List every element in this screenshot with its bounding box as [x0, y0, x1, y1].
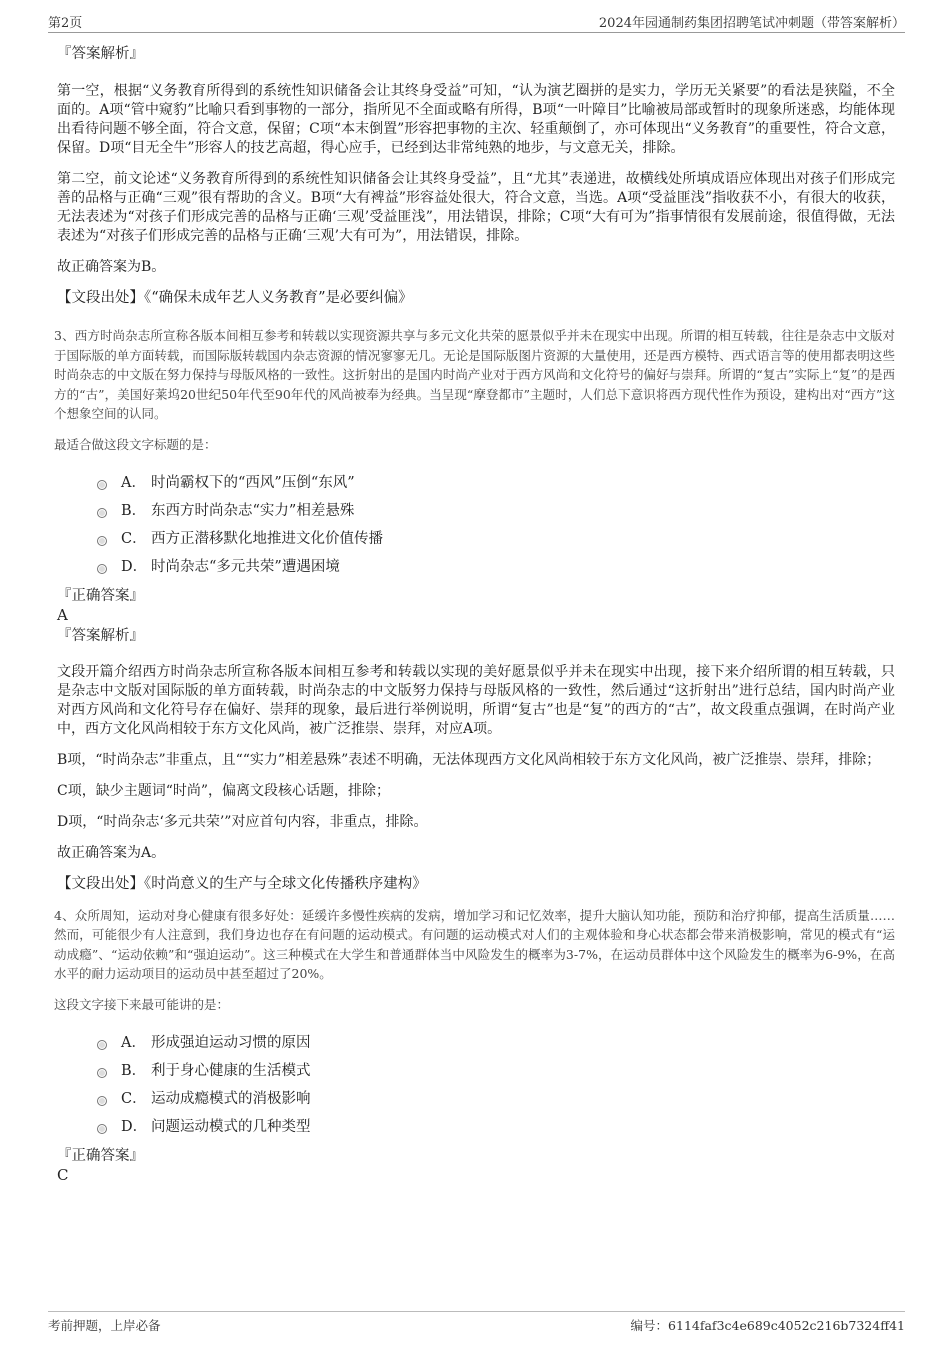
radio-icon[interactable]: [97, 480, 107, 490]
radio-icon[interactable]: [97, 1040, 107, 1050]
analysis-paragraph: 文段开篇介绍西方时尚杂志所宣称各版本间相互参考和转载以实现的美好愿景似乎并未在现实中出现，接下来介绍所谓的相互转载，只是杂志中文版对国际版的单方面转载，时尚杂志的中文版努力保持与母版风格的一致性，然后通过“这折射出”进行总结，国内时尚产业对西方风尚和文化符号存在偏好、崇拜的现象，最后进行举例说明，所谓“复古”也是“复”的西方的“古”，故文段重点强调，在时尚产业中，西方文化风尚相较于东方文化风尚，被广泛推崇、崇拜，对应A项。: [57, 663, 895, 737]
radio-icon[interactable]: [97, 1068, 107, 1078]
page-header: [48, 10, 905, 33]
page-number: 第2页: [48, 16, 83, 31]
page-footer: [48, 1311, 905, 1333]
question-4-options: [97, 1033, 895, 1145]
option-b[interactable]: B． 利于身心健康的生活模式: [97, 1061, 895, 1089]
analysis-paragraph: C项，缺少主题词“时尚”，偏离文段核心话题，排除；: [57, 782, 391, 799]
question-3-text: 3、西方时尚杂志所宣称各版本间相互参考和转载以实现资源共享与多元文化共荣的愿景似乎并未在现实中出现。所谓的相互转载，往往是杂志中文版对于国际版的单方面转载，而国际版转载国内杂志资源的情况寥寥无几。无论是国际版图片资源的大量使用，还是西方模特、西式语言等的使用都表明这些时尚杂志的中文版在努力保持与母版风格的一致性。这折射出的是国内时尚产业对于西方风尚和文化符号的偏好与崇拜。所谓的“复古”实际上“复”的是西方的“古”，美国好莱坞20世纪50年代至90年代的风尚被奉为经典。当呈现“摩登都市”主题时，人们总下意识将西方现代性作为预设，建构出对“西方”这个想象空间的认同。: [54, 328, 895, 421]
option-d[interactable]: D． 问题运动模式的几种类型: [97, 1117, 895, 1145]
question-4-text: 4、众所周知，运动对身心健康有很多好处：延缓许多慢性疾病的发病，增加学习和记忆效率，提升大脑认知功能，预防和治疗抑郁，提高生活质量……然而，可能很少有人注意到，我们身边也存在有问题的运动模式。有问题的运动模式对人们的主观体验和身心状态都会带来消极影响，常见的模式有“运动成瘾”、“运动依赖”和“强迫运动”。这三种模式在大学生和普通群体当中风险发生的概率为3-7%，在运动员群体中这个风险发生的概率为6-9%，在高水平的耐力运动项目的运动员中甚至超过了20%。: [54, 907, 895, 981]
radio-icon[interactable]: [97, 1096, 107, 1106]
option-a[interactable]: A． 时尚霸权下的“西风”压倒“东风”: [97, 473, 895, 501]
option-d[interactable]: D． 时尚杂志“多元共荣”遭遇困境: [97, 557, 895, 585]
source-citation: 【文段出处】《“确保未成年艺人义务教育”是必要纠偏》: [57, 290, 413, 306]
analysis-paragraph: B项，“时尚杂志”非重点，且““实力”相差悬殊”表述不明确，无法体现西方文化风尚相较于东方文化风尚，被广泛推崇、崇拜，排除；: [57, 751, 881, 768]
option-c[interactable]: C． 西方正潜移默化地推进文化价值传播: [97, 529, 895, 557]
correct-answer-label: 『正确答案』: [57, 587, 144, 604]
analysis-paragraph: 第一空，根据“义务教育所得到的系统性知识储备会让其终身受益”可知，“认为演艺圈拼的是实力，学历无关紧要”的看法是狭隘，不全面的。A项“管中窥豹”比喻只看到事物的一部分，指所见不全面或略有所得，B项“一叶障目”比喻被局部或暂时的现象所迷惑，均能体现出看待问题不够全面，符合文意，保留；C项“本末倒置”形容把事物的主次、轻重颠倒了，亦可体现出“义务教育”的重要性，符合文意，保留。D项“目无全牛”形容人的技艺高超，得心应手，已经到达非常纯熟的地步，与文意无关，排除。: [57, 83, 895, 156]
footer-slogan: 考前押题，上岸必备: [48, 1318, 161, 1333]
document-title: 2024年园通制药集团招聘笔试冲刺题（带答案解析）: [598, 16, 905, 31]
option-a[interactable]: A． 形成强迫运动习惯的原因: [97, 1033, 895, 1061]
document-body: [54, 45, 895, 1187]
question-3-options: [97, 473, 895, 585]
correct-answer-value: C: [57, 1165, 69, 1184]
option-b[interactable]: B． 东西方时尚杂志“实力”相差悬殊: [97, 501, 895, 529]
question-3-prompt: 最适合做这段文字标题的是：: [54, 436, 217, 452]
analysis-paragraph: 第二空，前文论述“义务教育所得到的系统性知识储备会让其终身受益”，且“尤其”表递进，故横线处所填成语应体现出对孩子们形成完善的品格与正确“三观”很有帮助的含义。B项“大有裨益”形容益处很大，符合文意，当选。A项“受益匪浅”指收获不小，有很大的收获，无法表述为“对孩子们形成完善的品格与正确‘三观’受益匪浅”，用法错误，排除；C项“大有可为”指事情很有发展前途，很值得做，无法表述为“对孩子们形成完善的品格与正确‘三观’大有可为”，用法错误，排除。: [57, 171, 895, 244]
correct-answer-statement: 故正确答案为A。: [57, 844, 166, 861]
correct-answer-value: A: [57, 605, 68, 624]
analysis-label: 『答案解析』: [57, 627, 144, 644]
analysis-label: 『答案解析』: [57, 46, 144, 62]
radio-icon[interactable]: [97, 1124, 107, 1134]
correct-answer-statement: 故正确答案为B。: [57, 259, 166, 275]
question-4-prompt: 这段文字接下来最可能讲的是：: [54, 996, 230, 1012]
document-id: 编号：6114faf3c4e689c4052c216b7324ff41: [630, 1318, 905, 1333]
option-c[interactable]: C． 运动成瘾模式的消极影响: [97, 1089, 895, 1117]
radio-icon[interactable]: [97, 536, 107, 546]
correct-answer-label: 『正确答案』: [57, 1147, 144, 1164]
analysis-paragraph: D项，“时尚杂志‘多元共荣’”对应首句内容，非重点，排除。: [57, 813, 428, 830]
radio-icon[interactable]: [97, 564, 107, 574]
radio-icon[interactable]: [97, 508, 107, 518]
source-citation: 【文段出处】《时尚意义的生产与全球文化传播秩序建构》: [57, 875, 427, 892]
